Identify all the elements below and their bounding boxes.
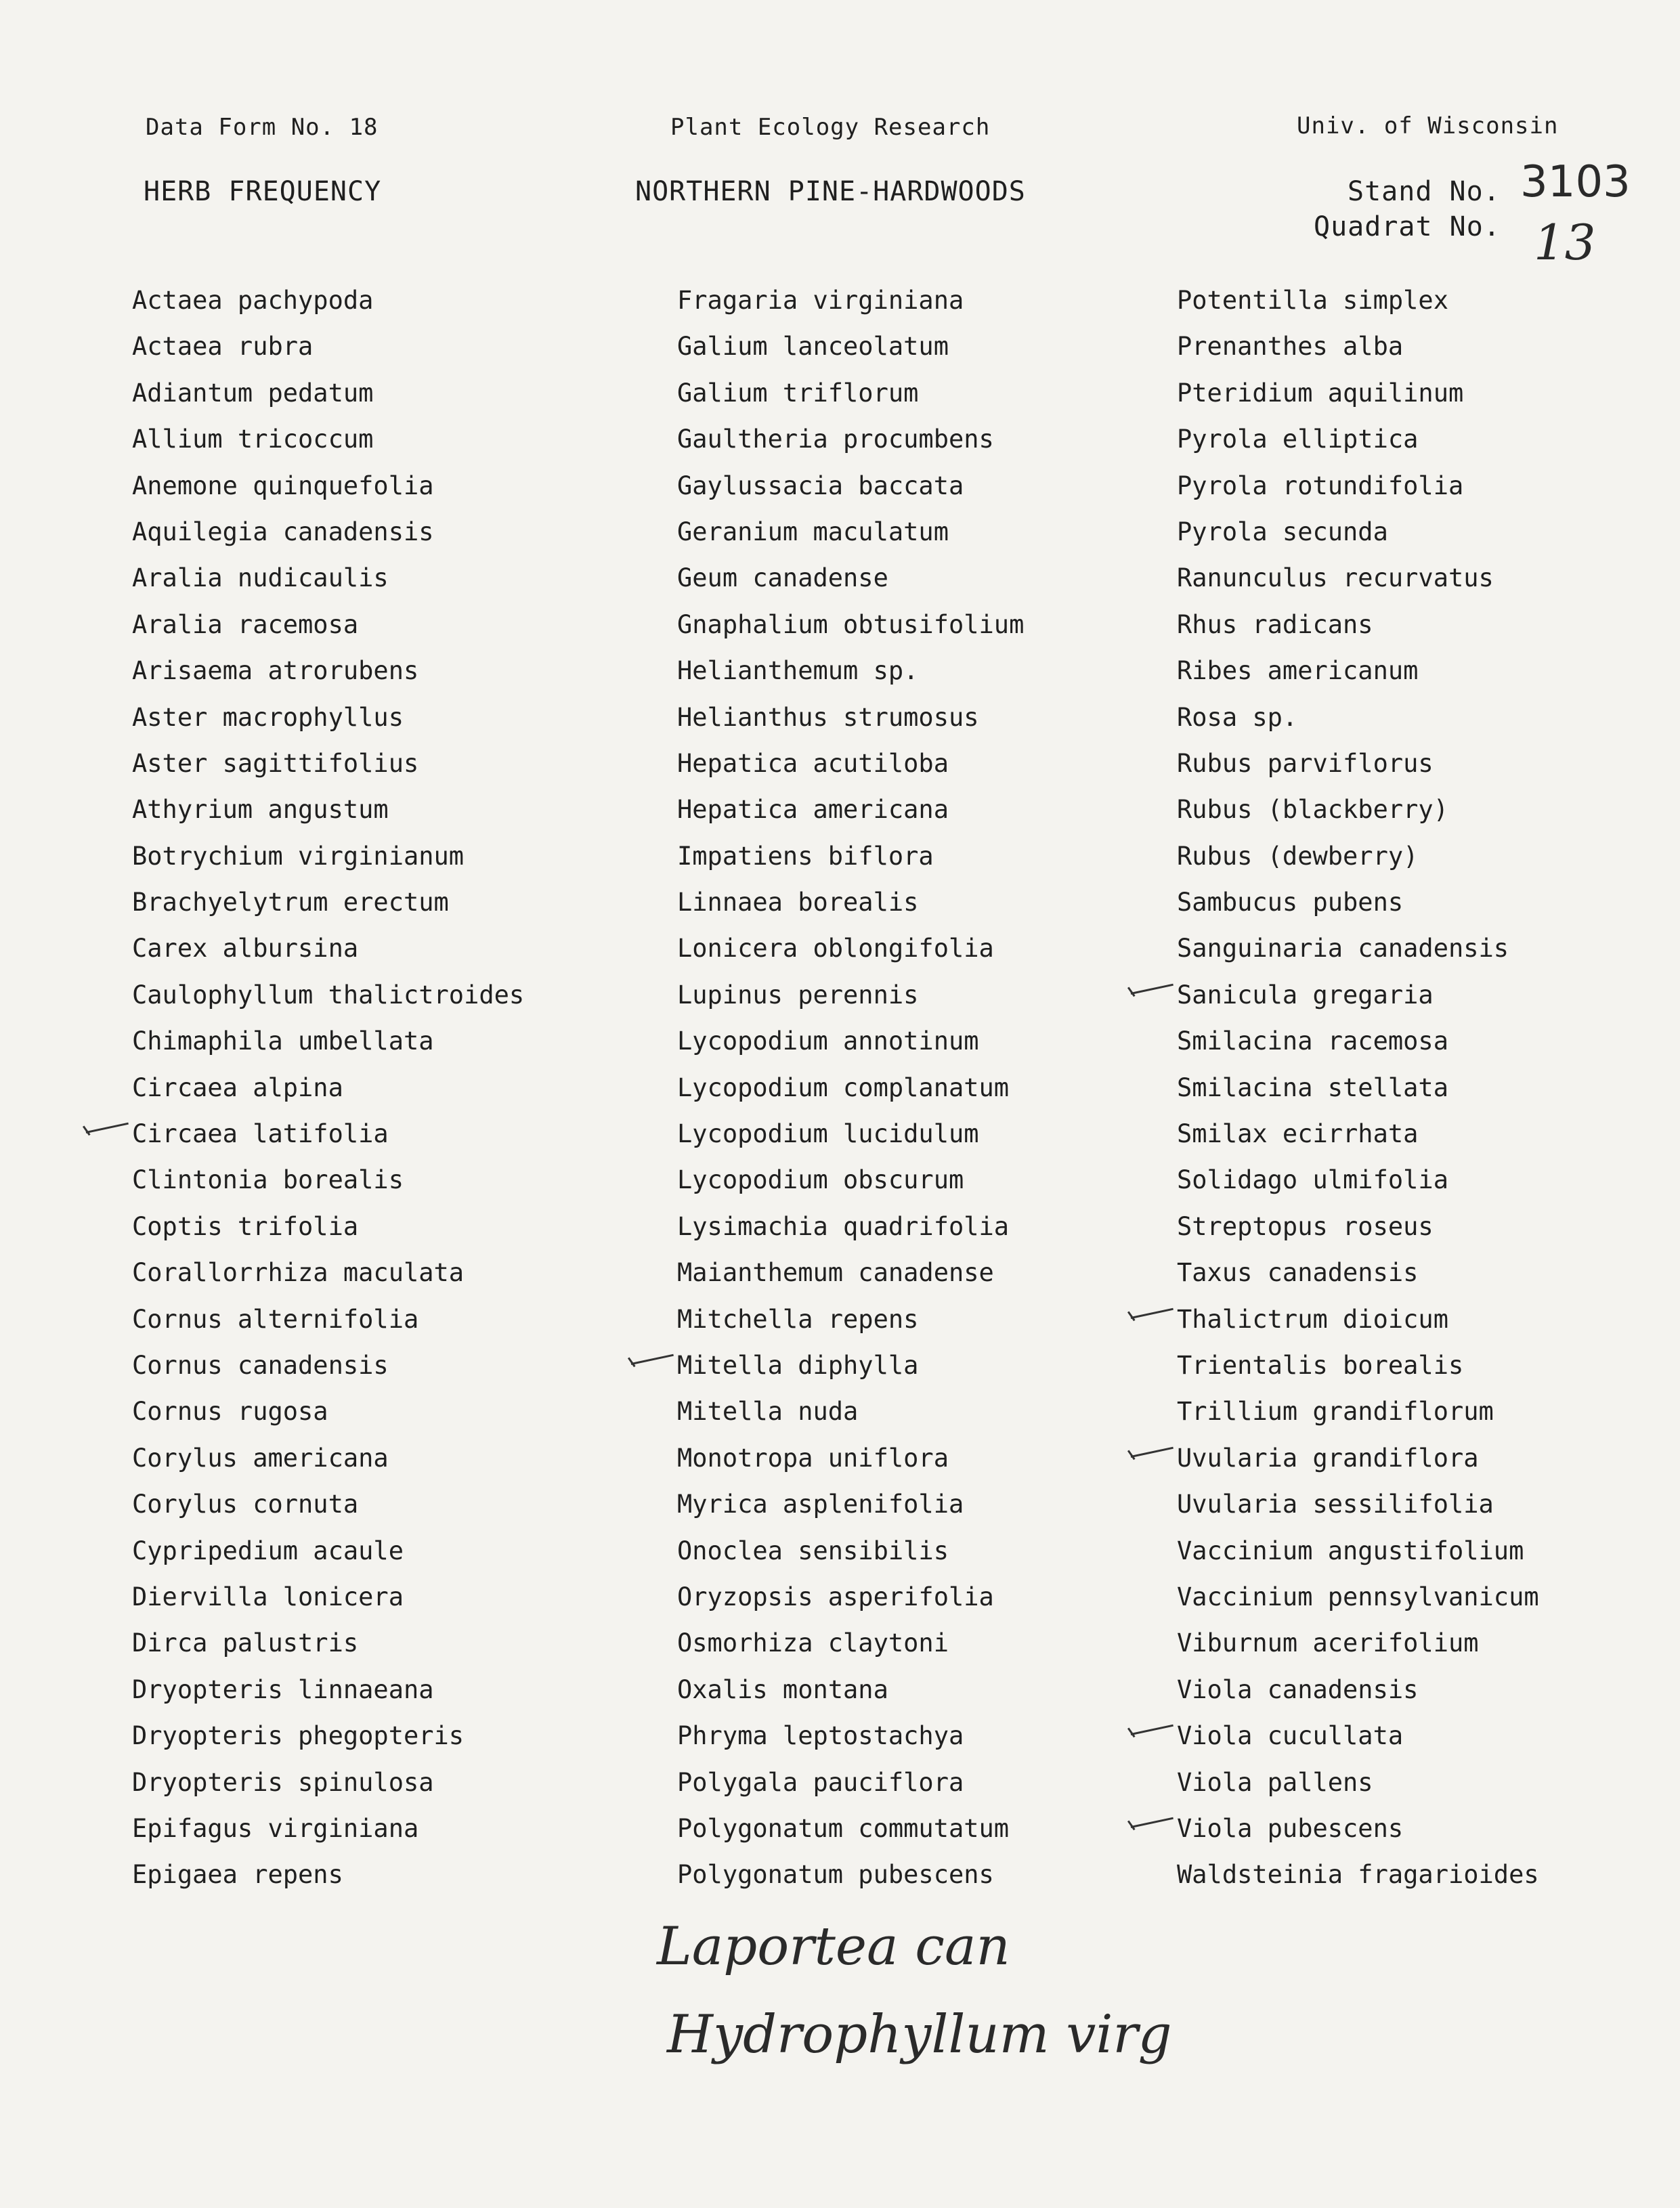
species-item: Sanicula gregaria bbox=[1177, 972, 1539, 1018]
species-item: Polygonatum pubescens bbox=[677, 1860, 994, 1890]
species-item: Vaccinium pennsylvanicum bbox=[1177, 1582, 1539, 1611]
species-item: Osmorhiza claytoni bbox=[677, 1628, 949, 1658]
quadrat-label: Quadrat No. bbox=[1314, 211, 1501, 242]
species-item: Trientalis borealis bbox=[1177, 1350, 1464, 1380]
species-item: Aquilegia canadensis bbox=[132, 517, 434, 546]
species-item: Phryma leptostachya bbox=[677, 1721, 964, 1751]
species-item: Cypripedium acaule bbox=[132, 1536, 404, 1565]
species-item: Rubus (blackberry) bbox=[1177, 795, 1448, 825]
species-item: Hepatica americana bbox=[677, 795, 949, 825]
species-item: Oxalis montana bbox=[677, 1674, 888, 1704]
species-item: Viola pubescens bbox=[1177, 1806, 1539, 1852]
species-item: Epigaea repens bbox=[132, 1860, 343, 1890]
species-item: Arisaema atrorubens bbox=[132, 656, 419, 686]
species-item: Solidago ulmifolia bbox=[1177, 1165, 1448, 1195]
species-item: Circaea latifolia bbox=[132, 1111, 524, 1157]
species-item: Rosa sp. bbox=[1177, 702, 1298, 732]
species-item: Streptopus roseus bbox=[1177, 1211, 1434, 1241]
quadrat-number-handwritten: 13 bbox=[1534, 214, 1596, 271]
species-column-1 bbox=[132, 278, 524, 1899]
species-item: Oryzopsis asperifolia bbox=[677, 1582, 994, 1611]
handwritten-addition-1: Laportea can bbox=[657, 1916, 1010, 1977]
species-item: Dirca palustris bbox=[132, 1628, 359, 1658]
species-item: Smilacina stellata bbox=[1177, 1073, 1448, 1102]
species-item: Maianthemum canadense bbox=[677, 1258, 994, 1288]
species-item: Gnaphalium obtusifolium bbox=[677, 609, 1025, 639]
university-name: Univ. of Wisconsin bbox=[1297, 112, 1559, 139]
species-item: Galium triflorum bbox=[677, 378, 919, 408]
species-item: Diervilla lonicera bbox=[132, 1582, 404, 1611]
species-item: Pteridium aquilinum bbox=[1177, 378, 1464, 408]
species-item: Dryopteris spinulosa bbox=[132, 1767, 434, 1797]
species-item: Thalictrum dioicum bbox=[1177, 1297, 1539, 1343]
species-item: Geranium maculatum bbox=[677, 517, 949, 546]
species-item: Circaea alpina bbox=[132, 1073, 343, 1102]
species-item: Cornus rugosa bbox=[132, 1397, 328, 1427]
species-item: Aralia racemosa bbox=[132, 609, 359, 639]
species-item: Uvularia sessilifolia bbox=[1177, 1490, 1494, 1519]
species-item: Corylus cornuta bbox=[132, 1490, 359, 1519]
species-item: Smilax ecirrhata bbox=[1177, 1119, 1419, 1149]
species-item: Rhus radicans bbox=[1177, 609, 1373, 639]
species-item: Aralia nudicaulis bbox=[132, 563, 389, 593]
species-item: Dryopteris linnaeana bbox=[132, 1674, 434, 1704]
species-item: Monotropa uniflora bbox=[677, 1443, 949, 1473]
species-item: Ribes americanum bbox=[1177, 656, 1419, 686]
species-item: Chimaphila umbellata bbox=[132, 1026, 434, 1056]
species-item: Aster sagittifolius bbox=[132, 748, 419, 778]
species-item: Lycopodium obscurum bbox=[677, 1165, 964, 1195]
species-item: Brachyelytrum erectum bbox=[132, 888, 449, 917]
species-item: Myrica asplenifolia bbox=[677, 1490, 964, 1519]
species-item: Allium tricoccum bbox=[132, 425, 374, 454]
species-item: Mitella diphylla bbox=[677, 1343, 1024, 1389]
species-item: Epifagus virginiana bbox=[132, 1813, 419, 1843]
species-item: Vaccinium angustifolium bbox=[1177, 1536, 1524, 1565]
species-item: Prenanthes alba bbox=[1177, 332, 1404, 362]
species-item: Dryopteris phegopteris bbox=[132, 1721, 465, 1751]
species-item: Sanguinaria canadensis bbox=[1177, 934, 1509, 964]
stand-number-handwritten: 3103 bbox=[1520, 157, 1631, 207]
species-item: Clintonia borealis bbox=[132, 1165, 404, 1195]
species-item: Actaea rubra bbox=[132, 332, 314, 362]
species-item: Corallorrhiza maculata bbox=[132, 1258, 465, 1288]
species-item: Helianthus strumosus bbox=[677, 702, 979, 732]
species-item: Aster macrophyllus bbox=[132, 702, 404, 732]
species-column-2 bbox=[677, 278, 1024, 1899]
species-item: Corylus americana bbox=[132, 1443, 389, 1473]
handwritten-addition-2: Hydrophyllum virg bbox=[667, 2004, 1172, 2065]
species-item: Caulophyllum thalictroides bbox=[132, 980, 525, 1010]
species-item: Trillium grandiflorum bbox=[1177, 1397, 1494, 1427]
species-item: Pyrola secunda bbox=[1177, 517, 1388, 546]
species-item: Pyrola rotundifolia bbox=[1177, 471, 1464, 500]
species-item: Fragaria virginiana bbox=[677, 286, 964, 315]
species-item: Viola pallens bbox=[1177, 1767, 1373, 1797]
species-item: Lonicera oblongifolia bbox=[677, 934, 994, 964]
stand-label: Stand No. bbox=[1348, 176, 1501, 207]
species-item: Onoclea sensibilis bbox=[677, 1536, 949, 1565]
species-item: Smilacina racemosa bbox=[1177, 1026, 1448, 1056]
research-title: Plant Ecology Research bbox=[670, 114, 991, 141]
species-item: Viola cucullata bbox=[1177, 1713, 1539, 1759]
species-item: Lycopodium annotinum bbox=[677, 1026, 979, 1056]
species-item: Athyrium angustum bbox=[132, 795, 389, 825]
species-item: Viburnum acerifolium bbox=[1177, 1628, 1479, 1658]
species-item: Mitchella repens bbox=[677, 1304, 919, 1334]
species-item: Actaea pachypoda bbox=[132, 286, 374, 315]
species-item: Rubus parviflorus bbox=[1177, 748, 1434, 778]
species-item: Gaultheria procumbens bbox=[677, 425, 994, 454]
species-item: Coptis trifolia bbox=[132, 1211, 359, 1241]
species-item: Gaylussacia baccata bbox=[677, 471, 964, 500]
form-number: Data Form No. 18 bbox=[146, 114, 379, 141]
species-item: Anemone quinquefolia bbox=[132, 471, 434, 500]
species-item: Viola canadensis bbox=[1177, 1674, 1419, 1704]
species-item: Ranunculus recurvatus bbox=[1177, 563, 1494, 593]
species-item: Potentilla simplex bbox=[1177, 286, 1448, 315]
species-item: Galium lanceolatum bbox=[677, 332, 949, 362]
species-item: Polygala pauciflora bbox=[677, 1767, 964, 1797]
species-item: Cornus alternifolia bbox=[132, 1304, 419, 1334]
species-item: Pyrola elliptica bbox=[1177, 425, 1419, 454]
species-item: Polygonatum commutatum bbox=[677, 1813, 1010, 1843]
species-item: Adiantum pedatum bbox=[132, 378, 374, 408]
species-item: Lupinus perennis bbox=[677, 980, 919, 1010]
species-item: Botrychium virginianum bbox=[132, 841, 465, 871]
species-item: Carex albursina bbox=[132, 934, 359, 964]
species-item: Lysimachia quadrifolia bbox=[677, 1211, 1010, 1241]
species-item: Taxus canadensis bbox=[1177, 1258, 1419, 1288]
species-item: Helianthemum sp. bbox=[677, 656, 919, 686]
species-item: Linnaea borealis bbox=[677, 888, 919, 917]
species-item: Impatiens biflora bbox=[677, 841, 934, 871]
species-item: Lycopodium lucidulum bbox=[677, 1119, 979, 1149]
species-item: Lycopodium complanatum bbox=[677, 1073, 1010, 1102]
species-item: Sambucus pubens bbox=[1177, 888, 1404, 917]
species-item: Rubus (dewberry) bbox=[1177, 841, 1419, 871]
species-item: Uvularia grandiflora bbox=[1177, 1435, 1539, 1481]
species-item: Geum canadense bbox=[677, 563, 888, 593]
species-item: Waldsteinia fragarioides bbox=[1177, 1860, 1539, 1890]
species-column-3 bbox=[1177, 278, 1539, 1899]
species-item: Mitella nuda bbox=[677, 1397, 859, 1427]
species-item: Hepatica acutiloba bbox=[677, 748, 949, 778]
community-title: NORTHERN PINE-HARDWOODS bbox=[635, 176, 1026, 207]
form-title: HERB FREQUENCY bbox=[144, 176, 382, 207]
species-item: Cornus canadensis bbox=[132, 1350, 389, 1380]
